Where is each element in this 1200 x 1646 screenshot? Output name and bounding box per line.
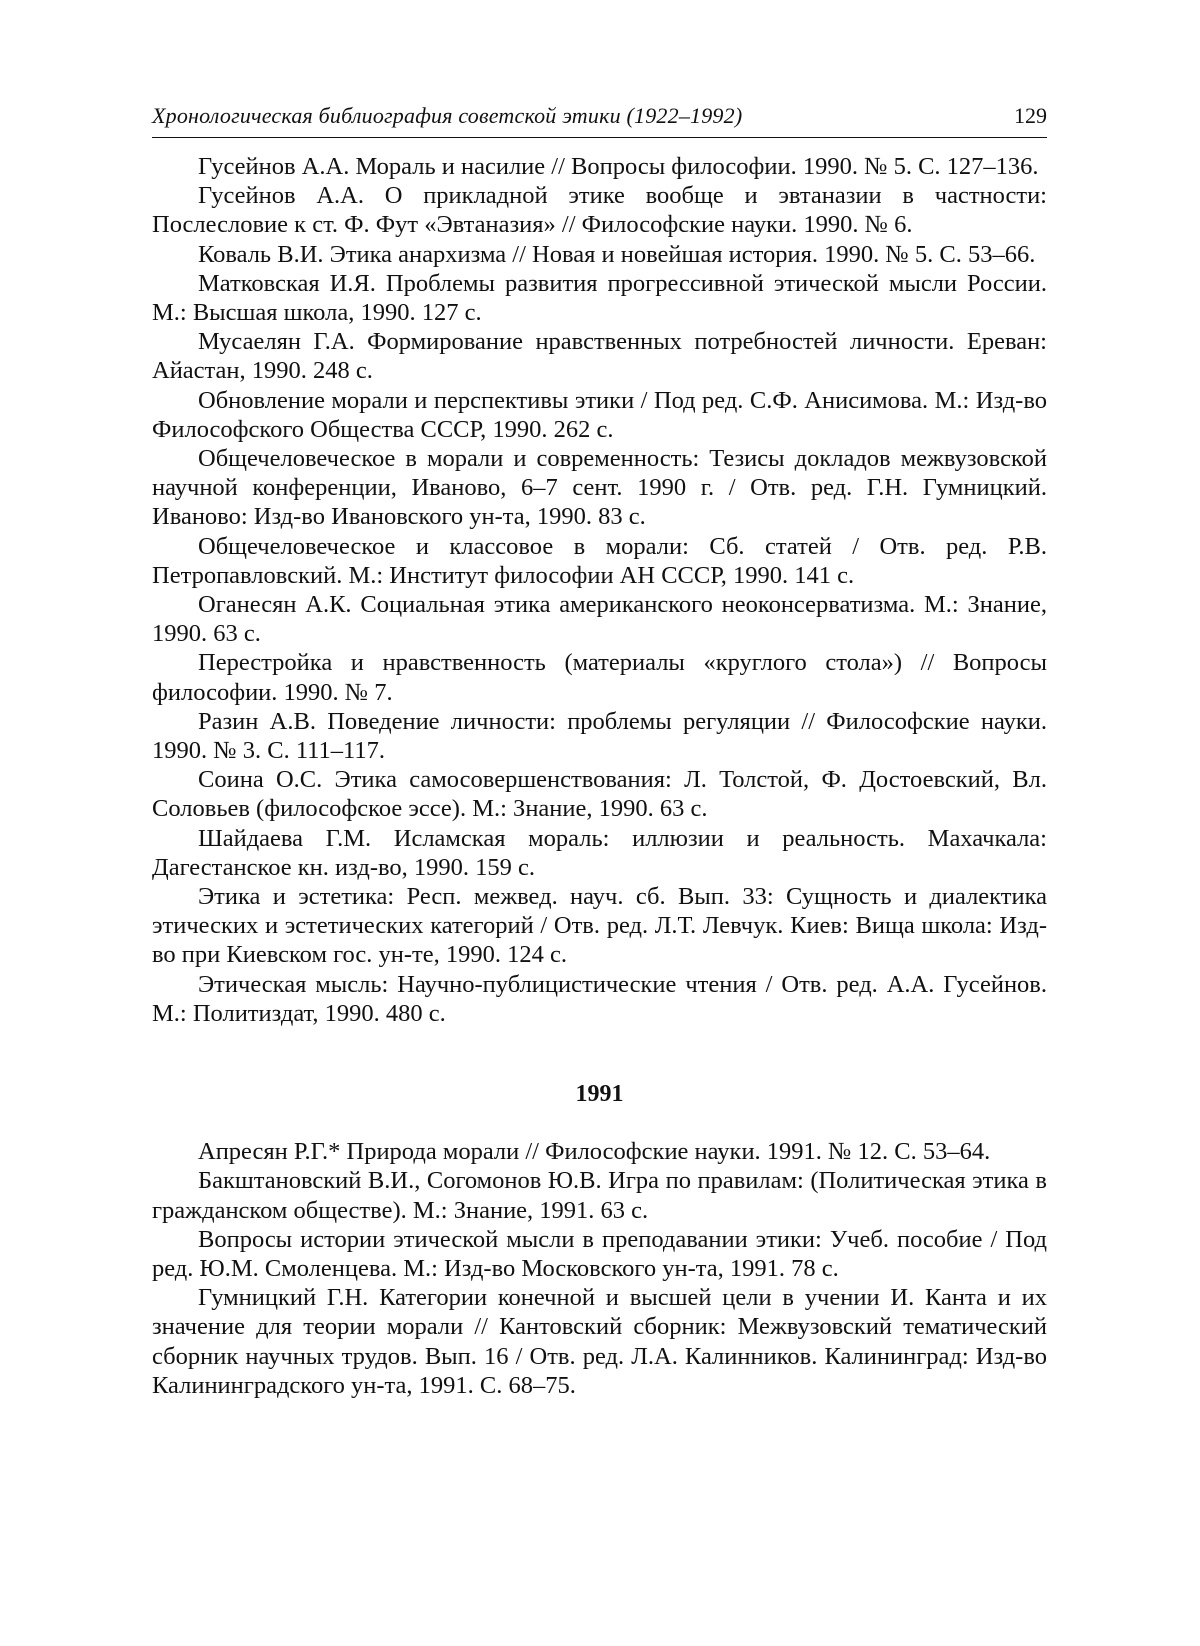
bibliography-entry: Гусейнов А.А. О прикладной этике вообще и эвтаназии в частности: Послесловие к ст. Ф. Фут «Эвтаназия» // Философские науки. 1990. № 6. — [152, 182, 1047, 239]
bibliography-entry: Шайдаева Г.М. Исламская мораль: иллюзии и реальность. Махачкала: Дагестанское кн. изд-во, 1990. 159 с. — [152, 824, 1047, 881]
bibliography-entry: Коваль В.И. Этика анархизма // Новая и новейшая история. 1990. № 5. С. 53–66. — [198, 240, 1036, 268]
bibliography-entry: Гумницкий Г.Н. Категории конечной и высшей цели в учении И. Канта и их значение для теории морали // Кантовский сборник: Межвузовский тематический сборник научных трудов. Вып. 16 / Отв. ред. Л.А. Калинников. Калининград: Изд-во Калининградского ун-та, 1991. С. 68–75. — [152, 1284, 1047, 1399]
bibliography-entry: Перестройка и нравственность (материалы «круглого стола») // Вопросы философии. 1990. № 7. — [152, 649, 1047, 706]
bibliography-entry: Матковская И.Я. Проблемы развития прогрессивной этической мысли России. М.: Высшая школа, 1990. 127 с. — [152, 269, 1047, 327]
bibliography-entry: Вопросы истории этической мысли в преподавании этики: Учеб. пособие / Под ред. Ю.М. Смоленцева. М.: Изд-во Московского ун-та, 1991. 78 с. — [152, 1225, 1047, 1282]
bibliography-entry: Мусаелян Г.А. Формирование нравственных потребностей личности. Ереван: Айастан, 1990. 248 с. — [152, 328, 1047, 385]
page-number: 129 — [1014, 103, 1047, 128]
bibliography-1990 — [152, 152, 1047, 1028]
book-page — [152, 103, 1047, 1400]
running-header — [152, 103, 1047, 138]
bibliography-entry: Общечеловеческое и классовое в морали: Сб. статей / Отв. ред. Р.В. Петропавловский. М.: Институт философии АН СССР, 1990. 141 с. — [152, 532, 1047, 589]
bibliography-entry: Апресян Р.Г.* Природа морали // Философские науки. 1991. № 12. С. 53–64. — [198, 1138, 991, 1166]
bibliography-entry: Этика и эстетика: Респ. межвед. науч. сб. Вып. 33: Сущность и диалектика этических и эстетических категорий / Отв. ред. Л.Т. Левчук. Киев: Вища школа: Изд-во при Киевском гос. ун-те, 1990. 124 с. — [152, 883, 1047, 969]
bibliography-entry: Оганесян А.К. Социальная этика американского неоконсерватизма. М.: Знание, 1990. 63 с. — [152, 591, 1047, 648]
bibliography-entry: Этическая мысль: Научно-публицистические чтения / Отв. ред. А.А. Гусейнов. М.: Политиздат, 1990. 480 с. — [152, 970, 1047, 1027]
bibliography-entry: Разин А.В. Поведение личности: проблемы регуляции // Философские науки. 1990. № 3. С. 111–117. — [152, 707, 1047, 765]
bibliography-entry: Общечеловеческое в морали и современность: Тезисы докладов межвузовской научной конференции, Иваново, 6–7 сент. 1990 г. / Отв. ред. Г.Н. Гумницкий. Иваново: Изд-во Ивановского ун-та, 1990. 83 с. — [152, 445, 1047, 531]
running-header-title: Хронологическая библиография советской этики (1922–1992) — [152, 103, 743, 128]
bibliography-1991 — [152, 1137, 1047, 1400]
bibliography-entry: Гусейнов А.А. Мораль и насилие // Вопросы философии. 1990. № 5. С. 127–136. — [198, 153, 1039, 180]
bibliography-entry: Бакштановский В.И., Согомонов Ю.В. Игра по правилам: (Политическая этика в гражданском обществе). М.: Знание, 1991. 63 с. — [152, 1167, 1047, 1224]
year-heading-1991: 1991 — [575, 1081, 624, 1108]
bibliography-entry: Обновление морали и перспективы этики / Под ред. С.Ф. Анисимова. М.: Изд-во Философского Общества СССР, 1990. 262 с. — [152, 386, 1047, 443]
bibliography-entry: Соина О.С. Этика самосовершенствования: Л. Толстой, Ф. Достоевский, Вл. Соловьев (философское эссе). М.: Знание, 1990. 63 с. — [152, 766, 1047, 823]
